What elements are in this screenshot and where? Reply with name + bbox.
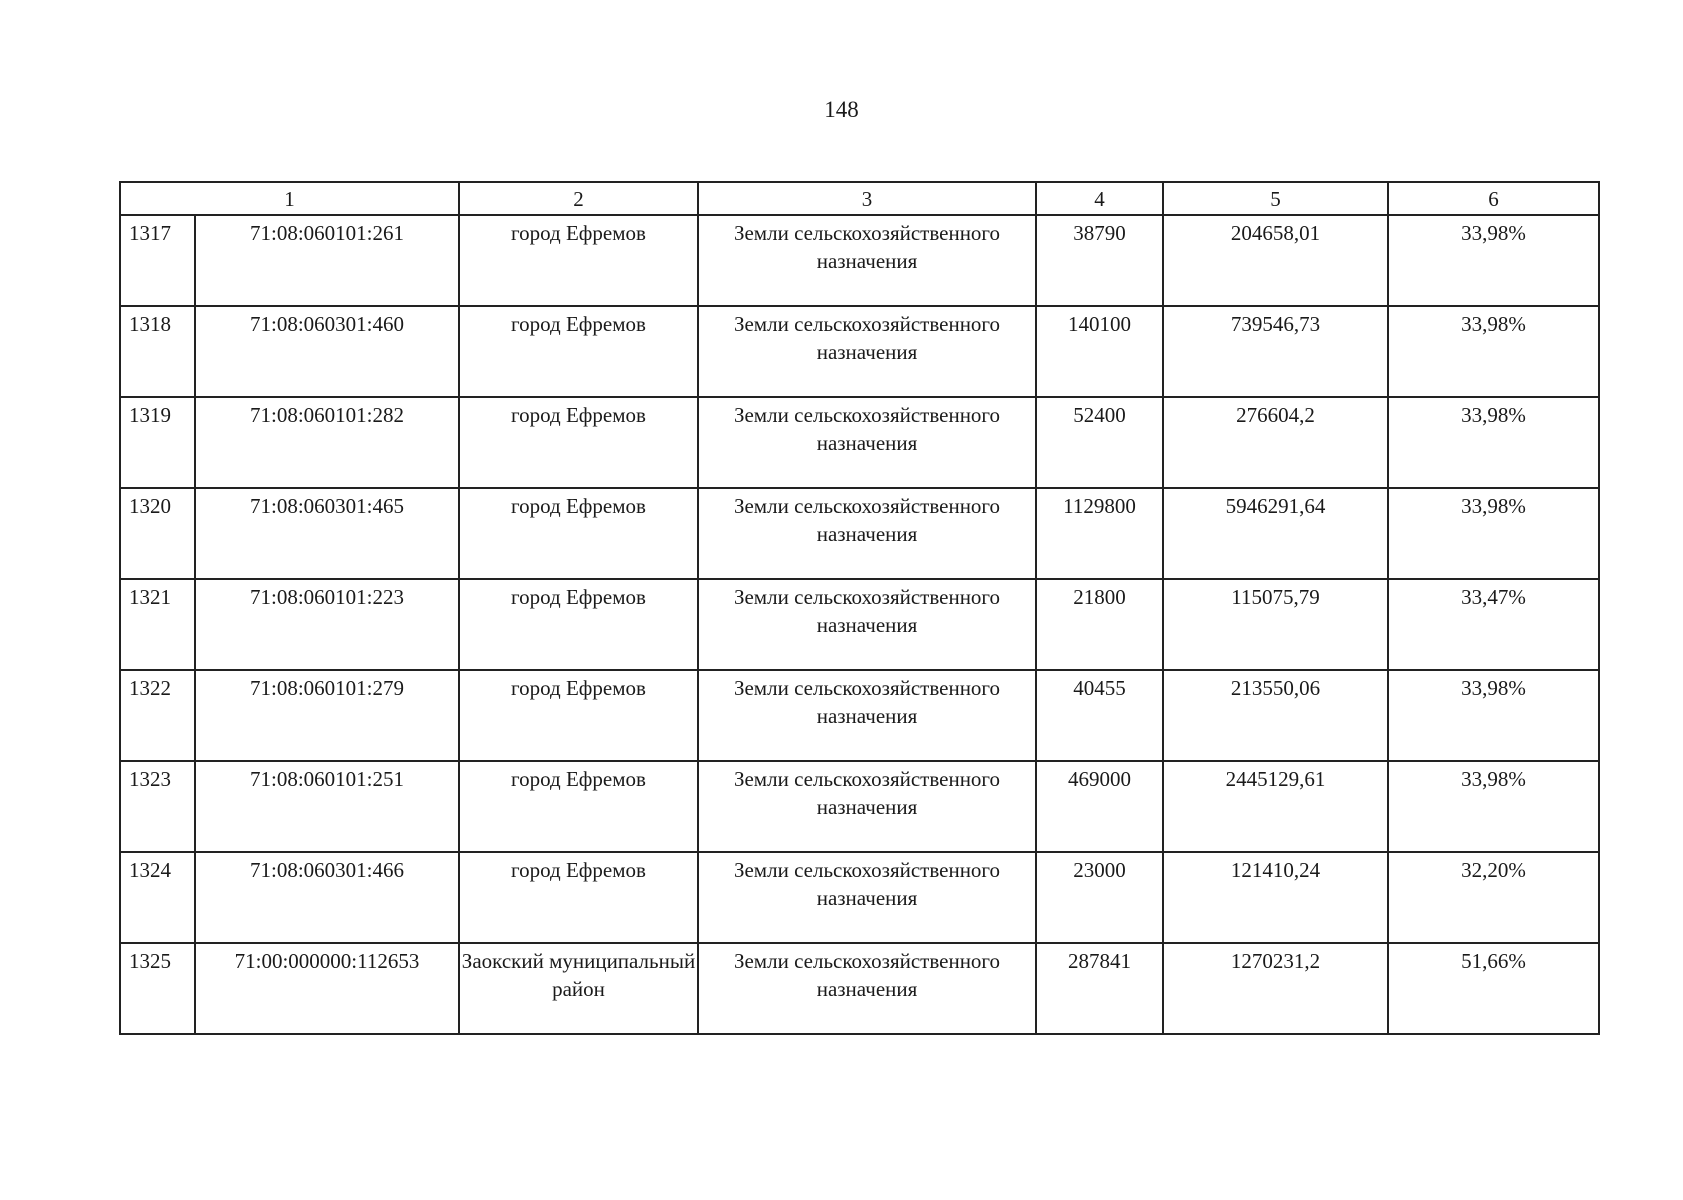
area: 23000 <box>1036 852 1163 943</box>
land-category: Земли сельскохозяйственного назначения <box>698 215 1036 306</box>
land-category: Земли сельскохозяйственного назначения <box>698 488 1036 579</box>
cadastral-number: 71:08:060101:261 <box>195 215 459 306</box>
header-col-6: 6 <box>1388 182 1599 215</box>
cadastral-number: 71:08:060101:251 <box>195 761 459 852</box>
percent: 33,98% <box>1388 215 1599 306</box>
row-number: 1319 <box>120 397 195 488</box>
cadastral-value: 276604,2 <box>1163 397 1388 488</box>
land-category: Земли сельскохозяйственного назначения <box>698 306 1036 397</box>
location: город Ефремов <box>459 488 698 579</box>
cadastral-number: 71:08:060101:223 <box>195 579 459 670</box>
cadastral-value: 2445129,61 <box>1163 761 1388 852</box>
location: город Ефремов <box>459 397 698 488</box>
header-row <box>120 182 1599 215</box>
row-number: 1325 <box>120 943 195 1034</box>
area: 52400 <box>1036 397 1163 488</box>
table-row <box>120 852 1599 943</box>
row-number: 1323 <box>120 761 195 852</box>
cadastral-value: 5946291,64 <box>1163 488 1388 579</box>
page-number: 148 <box>824 97 859 122</box>
location: город Ефремов <box>459 761 698 852</box>
table-row <box>120 306 1599 397</box>
row-number: 1318 <box>120 306 195 397</box>
row-number: 1324 <box>120 852 195 943</box>
area: 40455 <box>1036 670 1163 761</box>
table-row <box>120 397 1599 488</box>
percent: 33,98% <box>1388 488 1599 579</box>
row-number: 1321 <box>120 579 195 670</box>
header-col-5: 5 <box>1163 182 1388 215</box>
cadastral-value: 121410,24 <box>1163 852 1388 943</box>
cadastral-value: 115075,79 <box>1163 579 1388 670</box>
percent: 33,98% <box>1388 761 1599 852</box>
header-col-4: 4 <box>1036 182 1163 215</box>
table-row <box>120 215 1599 306</box>
table-row <box>120 488 1599 579</box>
location: Заокский муниципальный район <box>459 943 698 1034</box>
location: город Ефремов <box>459 852 698 943</box>
header-col-3: 3 <box>698 182 1036 215</box>
location: город Ефремов <box>459 215 698 306</box>
land-category: Земли сельскохозяйственного назначения <box>698 397 1036 488</box>
table-body <box>120 215 1599 1034</box>
row-number: 1317 <box>120 215 195 306</box>
cadastral-number: 71:00:000000:112653 <box>195 943 459 1034</box>
location: город Ефремов <box>459 306 698 397</box>
table-header <box>120 182 1599 215</box>
percent: 51,66% <box>1388 943 1599 1034</box>
percent: 33,47% <box>1388 579 1599 670</box>
table-row <box>120 579 1599 670</box>
table-row <box>120 761 1599 852</box>
land-category: Земли сельскохозяйственного назначения <box>698 670 1036 761</box>
row-number: 1320 <box>120 488 195 579</box>
cadastral-value: 739546,73 <box>1163 306 1388 397</box>
cadastral-value: 1270231,2 <box>1163 943 1388 1034</box>
land-category: Земли сельскохозяйственного назначения <box>698 579 1036 670</box>
table-row <box>120 670 1599 761</box>
area: 287841 <box>1036 943 1163 1034</box>
area: 469000 <box>1036 761 1163 852</box>
area: 38790 <box>1036 215 1163 306</box>
cadastral-value: 213550,06 <box>1163 670 1388 761</box>
header-col-2: 2 <box>459 182 698 215</box>
percent: 33,98% <box>1388 397 1599 488</box>
cadastral-number: 71:08:060101:279 <box>195 670 459 761</box>
cadastral-value: 204658,01 <box>1163 215 1388 306</box>
location: город Ефремов <box>459 670 698 761</box>
percent: 33,98% <box>1388 670 1599 761</box>
cadastral-number: 71:08:060301:465 <box>195 488 459 579</box>
land-category: Земли сельскохозяйственного назначения <box>698 943 1036 1034</box>
area: 21800 <box>1036 579 1163 670</box>
cadastral-number: 71:08:060301:460 <box>195 306 459 397</box>
row-number: 1322 <box>120 670 195 761</box>
table-row <box>120 943 1599 1034</box>
land-category: Земли сельскохозяйственного назначения <box>698 761 1036 852</box>
area: 1129800 <box>1036 488 1163 579</box>
area: 140100 <box>1036 306 1163 397</box>
header-col-1: 1 <box>120 182 459 215</box>
cadastral-number: 71:08:060101:282 <box>195 397 459 488</box>
cadastral-number: 71:08:060301:466 <box>195 852 459 943</box>
land-plots-table <box>119 181 1600 1035</box>
percent: 33,98% <box>1388 306 1599 397</box>
location: город Ефремов <box>459 579 698 670</box>
percent: 32,20% <box>1388 852 1599 943</box>
land-category: Земли сельскохозяйственного назначения <box>698 852 1036 943</box>
